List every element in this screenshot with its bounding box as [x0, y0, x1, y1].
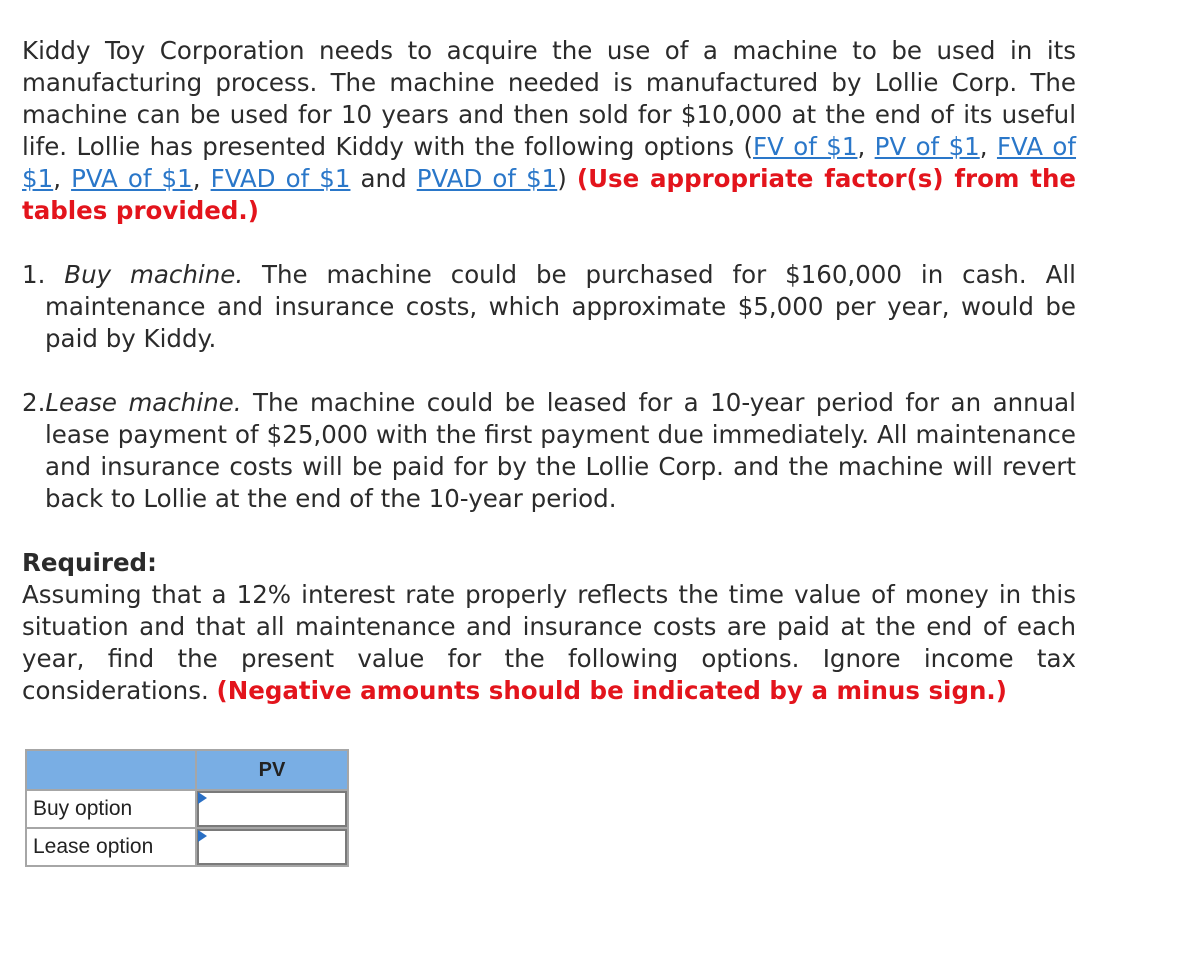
- table-row: [26, 790, 348, 828]
- option-title: Buy machine.: [64, 260, 244, 289]
- separator: ,: [53, 164, 72, 193]
- table-header-row: [26, 750, 348, 790]
- input-marker-icon: [198, 792, 207, 804]
- input-marker-icon: [198, 830, 207, 842]
- lease-option-cell: [196, 828, 348, 866]
- buy-option-cell: [196, 790, 348, 828]
- buy-option-label: Buy option: [26, 790, 196, 828]
- required-text: Assuming that a 12% interest rate properly reflects the time value of money in this situation and that all maintenance and insurance costs are paid at the end of each year, find the present value for the following options. Ignore income tax considerations.: [22, 580, 1076, 705]
- option-buy: [22, 259, 1076, 355]
- header-blank-cell: [26, 750, 196, 790]
- pv-column-header: PV: [196, 750, 348, 790]
- link-fva-table[interactable]: FVA of $1: [22, 132, 1077, 193]
- link-pvad-table[interactable]: PVAD of $1: [416, 164, 558, 193]
- answer-table: [25, 749, 349, 867]
- option-lease: [22, 387, 1076, 515]
- separator: ,: [857, 132, 875, 161]
- negative-instruction: (Negative amounts should be indicated by a minus sign.): [216, 676, 1007, 705]
- table-row: [26, 828, 348, 866]
- intro-paragraph: [22, 35, 1076, 227]
- link-fv-table[interactable]: FV of $1: [753, 132, 858, 161]
- option-text: The machine could be purchased for $160,000 in cash. All maintenance and insurance costs, which approximate $5,000 per year, would be paid by Kiddy.: [45, 260, 1076, 353]
- lease-option-pv-input[interactable]: [197, 829, 347, 865]
- factor-instruction: (Use appropriate factor(s) from the tables provided.): [22, 164, 1077, 225]
- option-number: 2.: [22, 388, 46, 417]
- buy-option-pv-input[interactable]: [197, 791, 347, 827]
- link-pv-table[interactable]: PV of $1: [874, 132, 980, 161]
- option-title: Lease machine.: [45, 388, 242, 417]
- option-text: The machine could be leased for a 10-year period for an annual lease payment of $25,000 with the first payment due immediately. All maintenance and insurance costs will be paid for by the Lollie Corp. and the machine will revert back to Lollie at the end of the 10-year period.: [45, 388, 1076, 513]
- link-pva-table[interactable]: PVA of $1: [71, 164, 193, 193]
- separator: ): [557, 164, 577, 193]
- option-number: 1.: [22, 260, 65, 289]
- separator: ,: [979, 132, 997, 161]
- required-title: Required:: [22, 548, 157, 577]
- problem-content: [22, 35, 1076, 707]
- lease-option-label: Lease option: [26, 828, 196, 866]
- separator: ,: [192, 164, 211, 193]
- intro-text: Kiddy Toy Corporation needs to acquire the use of a machine to be used in its manufacturing process. The machine needed is manufactured by Lollie Corp. The machine can be used for 10 years and then sold for $10,000 at the end of its useful life. Lollie has presented Kiddy with the following options (: [22, 36, 1076, 161]
- link-fvad-table[interactable]: FVAD of $1: [210, 164, 351, 193]
- separator: and: [350, 164, 417, 193]
- required-section: [22, 547, 1076, 707]
